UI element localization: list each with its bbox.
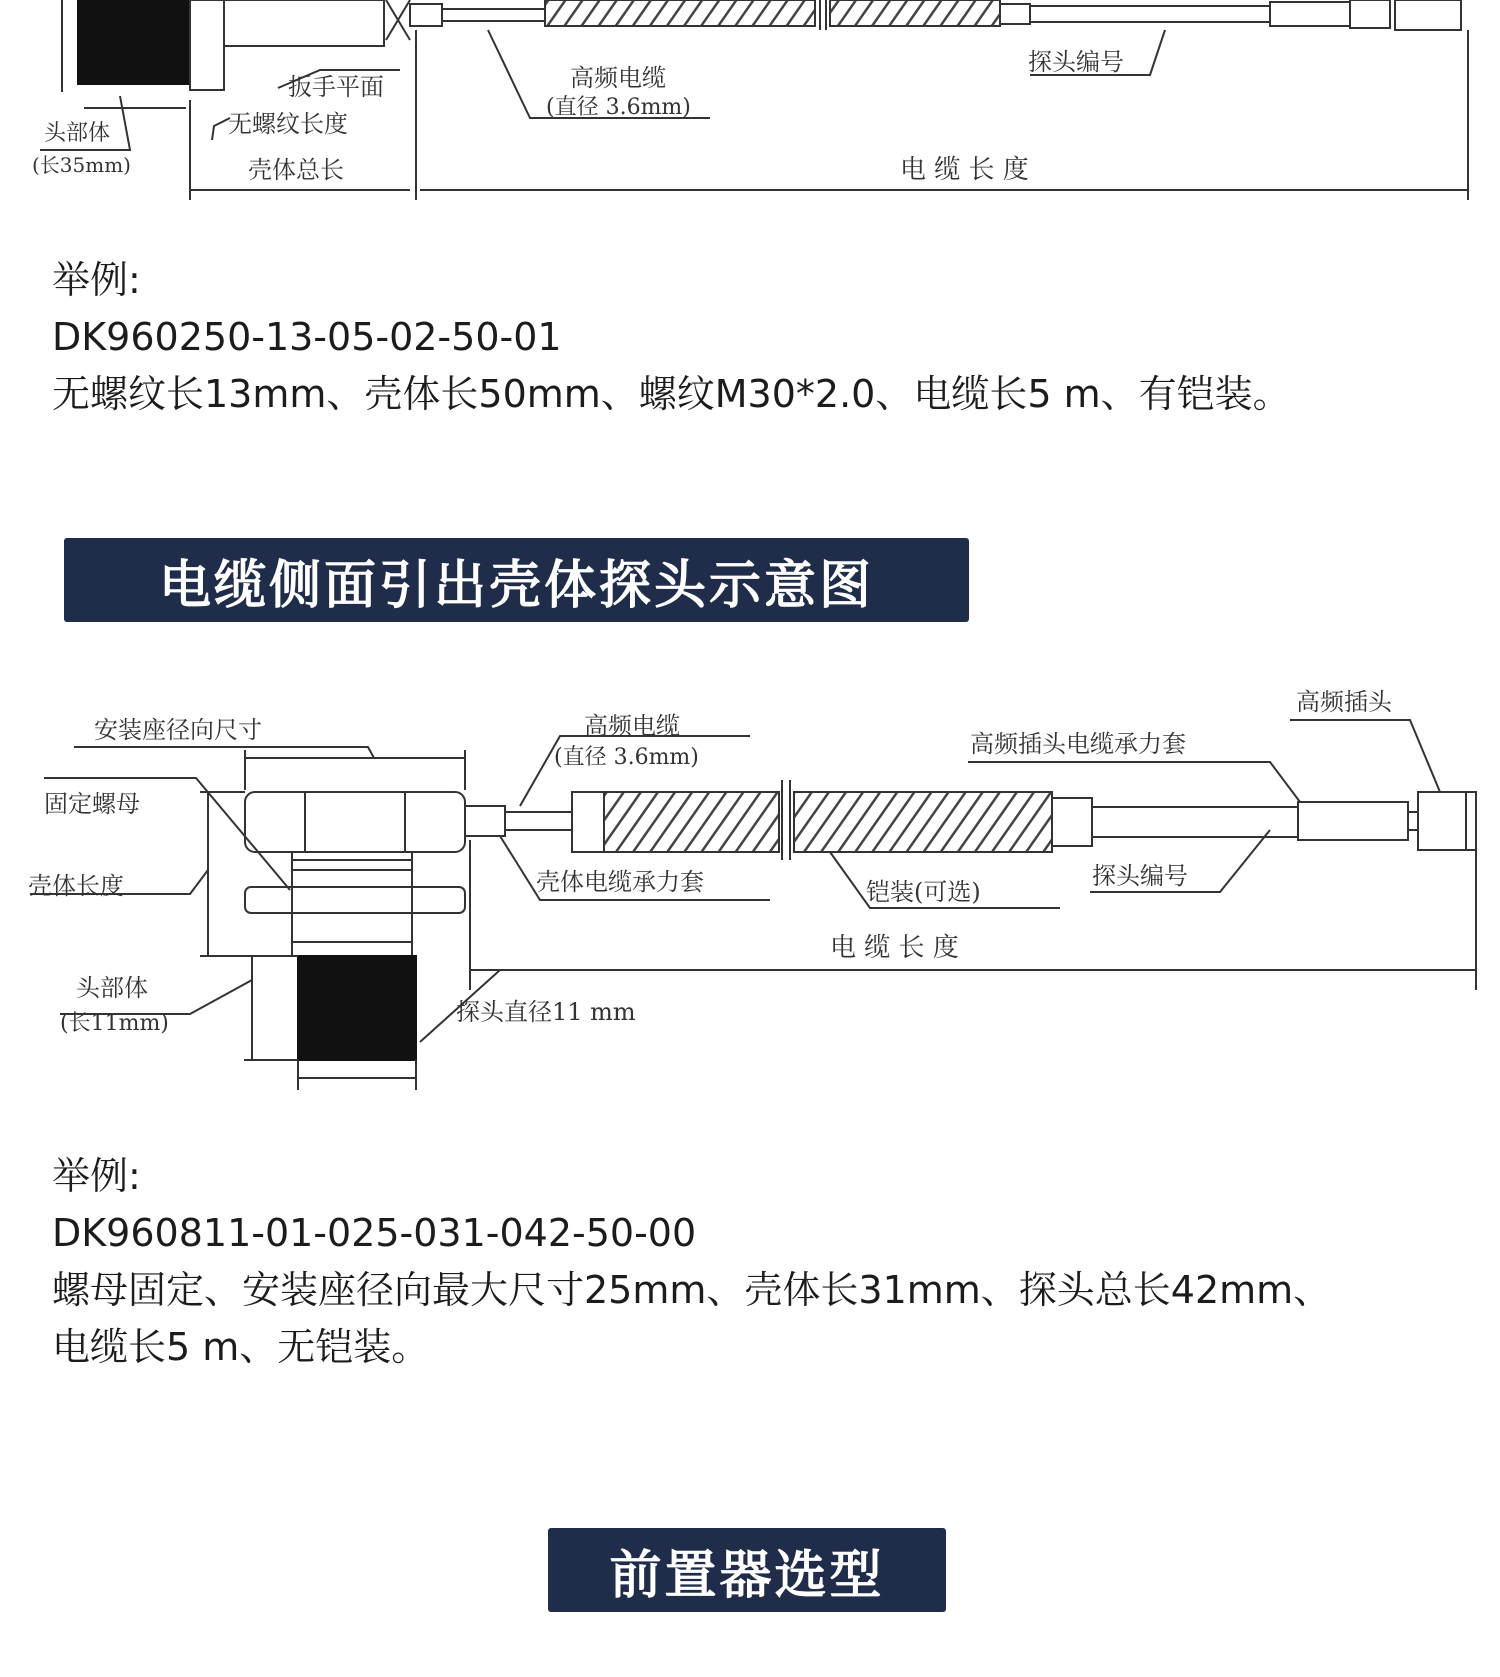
probe-number-label: 探头编号 (1092, 862, 1188, 890)
fix-nut-label: 固定螺母 (44, 790, 140, 818)
hf-plug-sleeve-label: 高频插头电缆承力套 (970, 730, 1186, 758)
example-2 (52, 1148, 1331, 1376)
hf-cable-dia-label: (直径 3.6mm) (546, 95, 691, 120)
side-exit-probe-drawing (0, 680, 1500, 1100)
example-heading: 举例: (52, 258, 141, 302)
top-probe-drawing (0, 0, 1500, 200)
probe-diameter-label: 探头直径11 mm (456, 998, 636, 1026)
head-body-len-label: (长35mm) (32, 153, 131, 177)
mount-radial-label: 安装座径向尺寸 (94, 716, 262, 744)
armor-shape (604, 792, 779, 852)
hf-cable-label: 高频电缆 (584, 712, 680, 740)
shell-total-length-label: 壳体总长 (248, 156, 344, 184)
example-heading: 举例: (52, 1154, 141, 1198)
fix-nut-shape (245, 792, 465, 852)
probe-number-label: 探头编号 (1028, 48, 1124, 76)
head-body-shape (78, 0, 190, 84)
head-body-label: 头部体 (76, 974, 148, 1002)
head-body-len-label: (长11mm) (60, 1011, 169, 1036)
banner-title: 电缆侧面引出壳体探头示意图 (158, 555, 874, 616)
example-code: DK960811-01-025-031-042-50-00 (52, 1211, 697, 1255)
head-body-shape (298, 956, 416, 1060)
armor-shape (545, 0, 815, 26)
armor-optional-label: 铠装(可选) (866, 878, 981, 906)
section-banner-side-cable (64, 538, 969, 622)
head-body-label: 头部体 (44, 121, 111, 146)
unthreaded-length-label: 无螺纹长度 (228, 110, 348, 138)
section-banner-preamplifier (548, 1528, 946, 1612)
hf-cable-dia-label: (直径 3.6mm) (554, 745, 699, 770)
example-1 (52, 252, 1291, 423)
hf-plug-label: 高频插头 (1296, 688, 1392, 716)
banner-title: 前置器选型 (609, 1545, 885, 1606)
hf-cable-label: 高频电缆 (570, 64, 666, 92)
example-description: 无螺纹长13mm、壳体长50mm、螺纹M30*2.0、电缆长5 m、有铠装。 (52, 372, 1291, 416)
shell-cable-sleeve-label: 壳体电缆承力套 (536, 868, 704, 896)
spanner-flat-label: 扳手平面 (288, 73, 384, 101)
shell-length-label: 壳体长度 (28, 872, 124, 900)
cable-length-label: 电 缆 长 度 (830, 933, 959, 963)
example-description-line2: 电缆长5 m、无铠装。 (52, 1325, 430, 1369)
cable-length-label: 电 缆 长 度 (900, 155, 1029, 185)
example-code: DK960250-13-05-02-50-01 (52, 315, 562, 359)
example-description-line1: 螺母固定、安装座径向最大尺寸25mm、壳体长31mm、探头总长42mm、 (52, 1268, 1332, 1312)
hf-plug-shape (1418, 792, 1476, 850)
